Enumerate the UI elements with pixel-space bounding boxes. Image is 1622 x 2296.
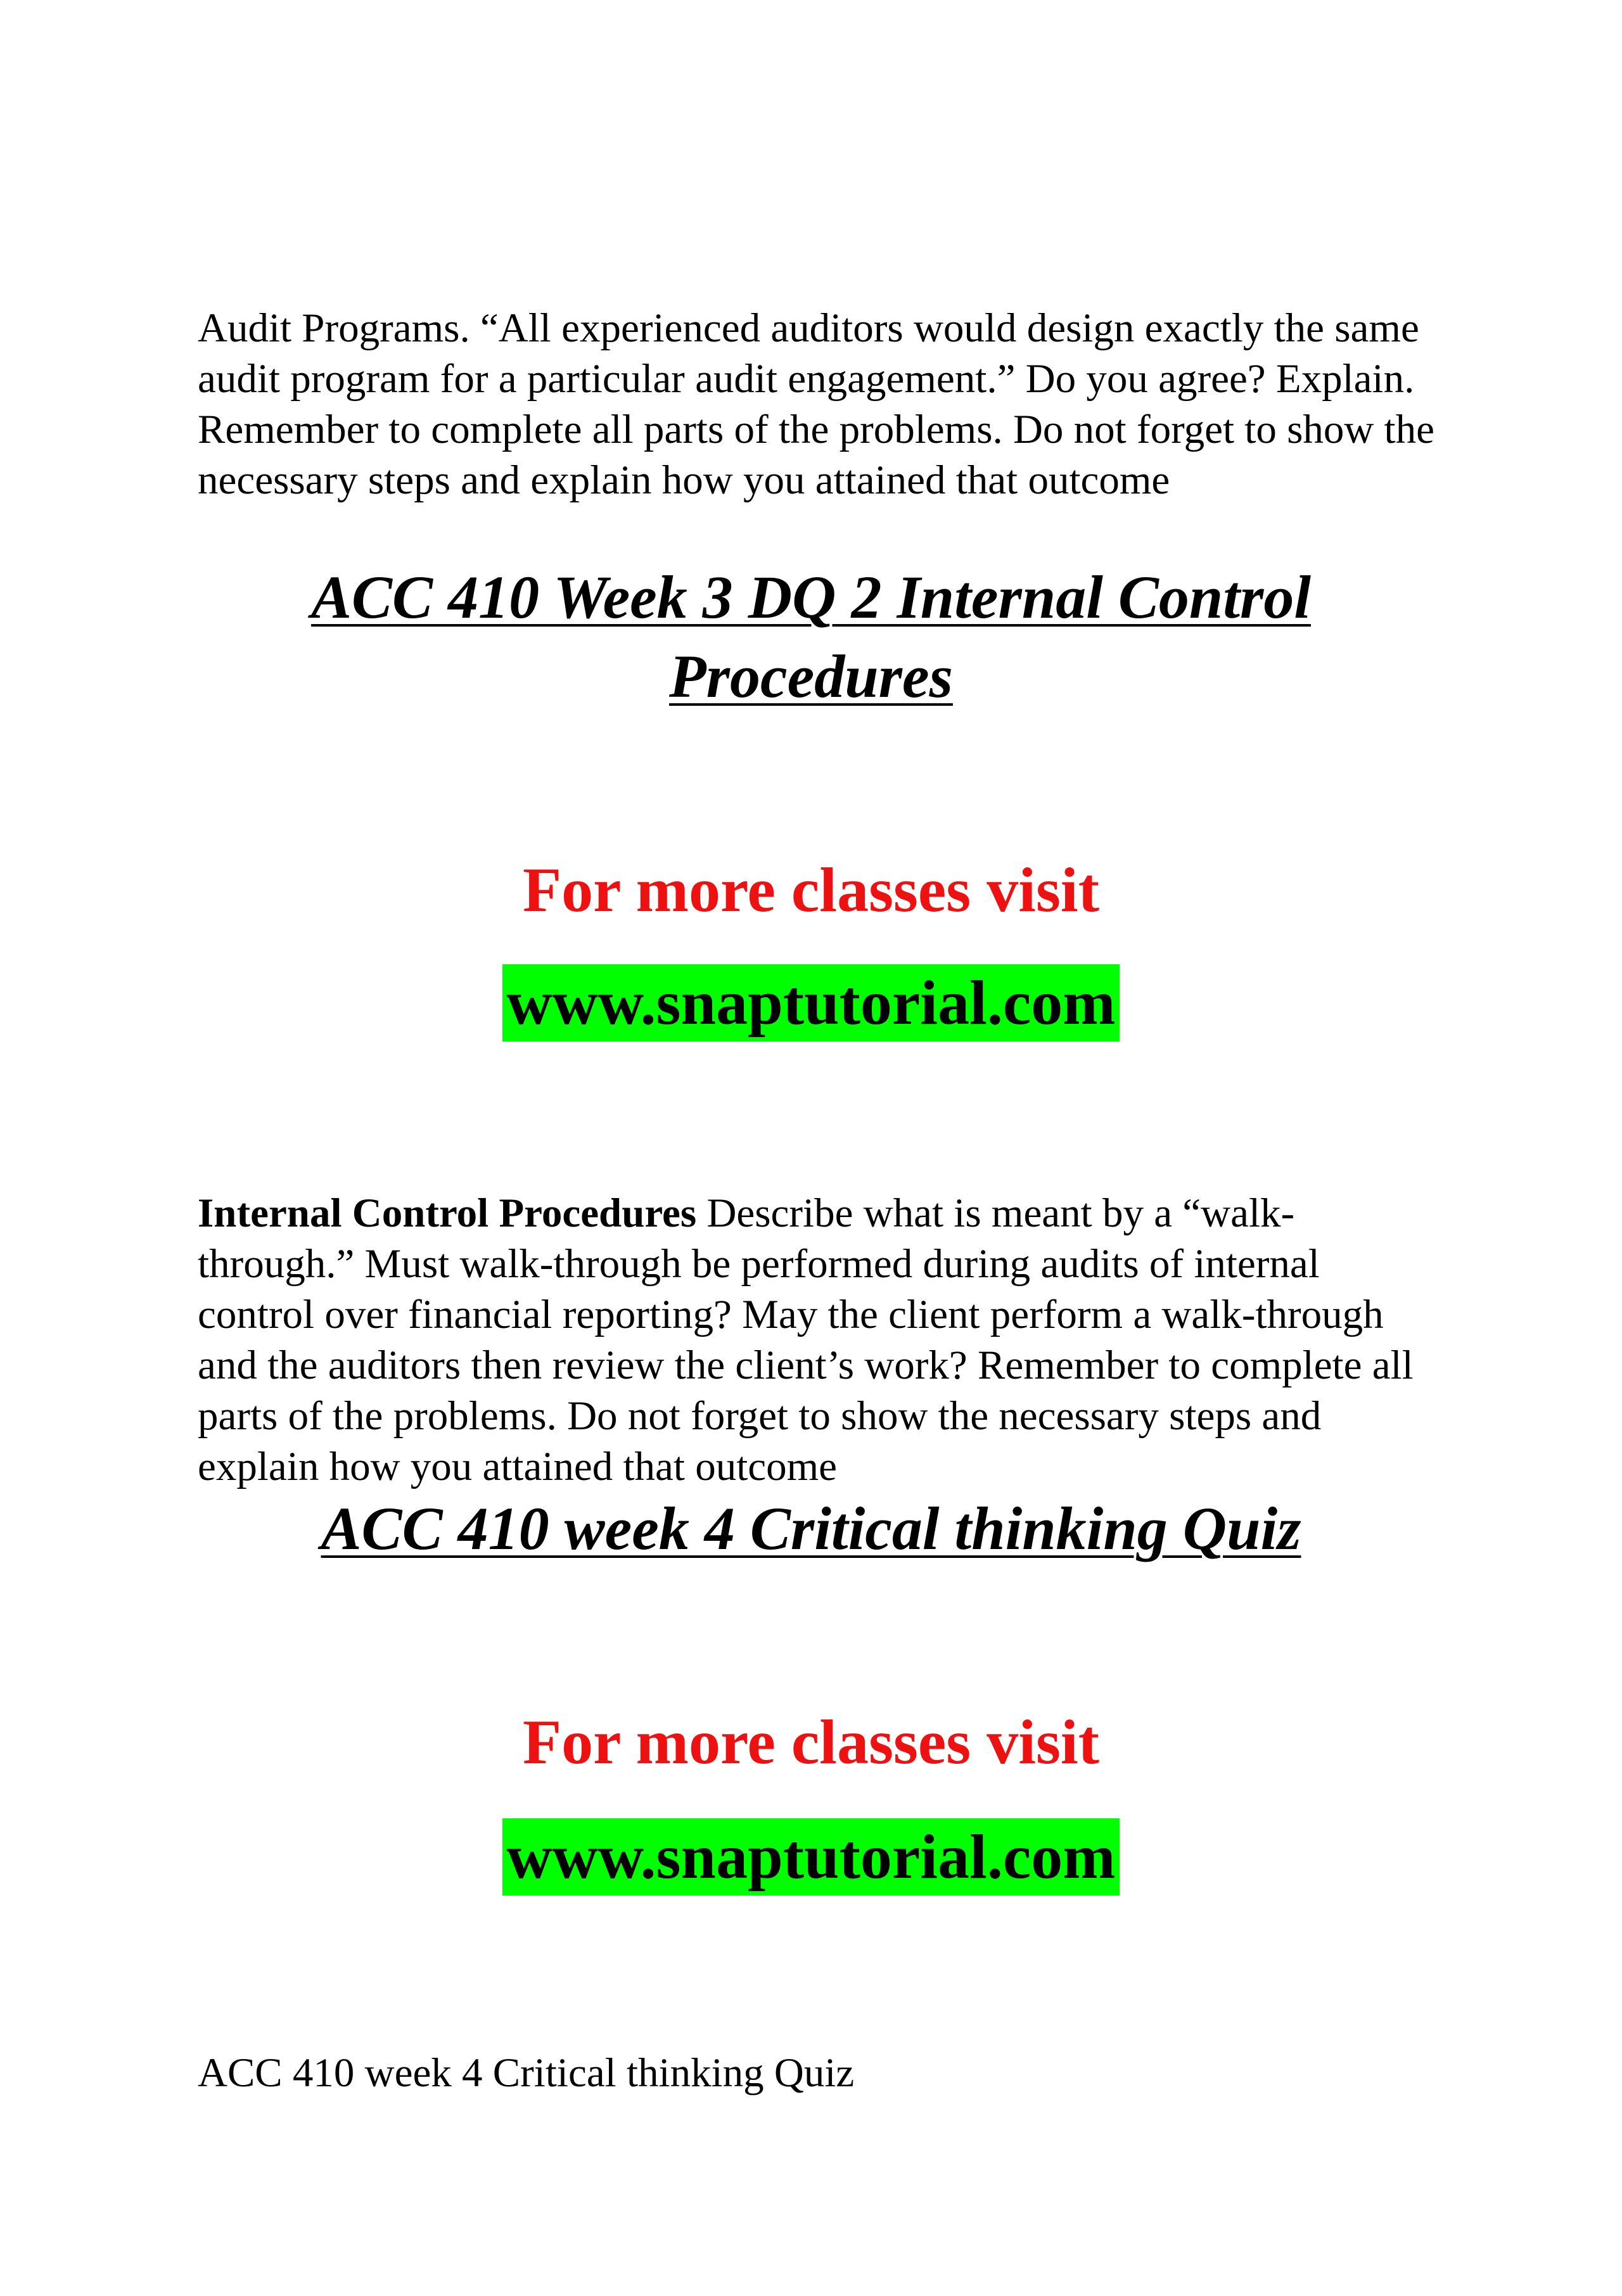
snaptutorial-link[interactable]: www.snaptutorial.com	[502, 964, 1119, 1042]
week4-quiz-text: ACC 410 week 4 Critical thinking Quiz	[198, 2050, 855, 2096]
week3-dq2-heading-line2: Procedures	[669, 642, 953, 710]
snaptutorial-link[interactable]: www.snaptutorial.com	[502, 1818, 1119, 1896]
week4-quiz-link[interactable]: ACC 410 week 4 Critical thinking Quiz	[321, 1495, 1301, 1562]
site-link-wrapper	[0, 964, 1622, 1042]
audit-programs-text: Audit Programs. “All experienced auditors would design exactly the same audit program for a particular audit engagement.” Do you agree? Explain. Remember to complete all parts of the problems. Do not forget to show the necessary steps and explain how you attained that outcome	[198, 305, 1434, 503]
week4-quiz-heading	[0, 1489, 1622, 1568]
internal-control-paragraph	[198, 1188, 1440, 1492]
internal-control-bold-label: Internal Control Procedures	[198, 1190, 697, 1236]
visit-prompt: For more classes visit	[522, 855, 1099, 925]
internal-control-text: Describe what is meant by a “walk-through.” Must walk-through be performed during audits of internal control over financial reporting? May the client perform a walk-through and the auditors then review the client’s work? Remember to complete all parts of the problems. Do not forget to show the necessary steps and explain how you attained that outcome	[198, 1190, 1414, 1489]
week3-dq2-link[interactable]	[311, 563, 1311, 710]
week4-quiz-paragraph	[198, 2048, 1440, 2098]
audit-programs-paragraph	[198, 303, 1440, 506]
site-link-wrapper	[0, 1818, 1622, 1896]
visit-prompt: For more classes visit	[522, 1707, 1099, 1777]
week3-dq2-heading-line1: ACC 410 Week 3 DQ 2 Internal Control	[310, 563, 1312, 631]
week3-dq2-heading	[0, 558, 1622, 716]
